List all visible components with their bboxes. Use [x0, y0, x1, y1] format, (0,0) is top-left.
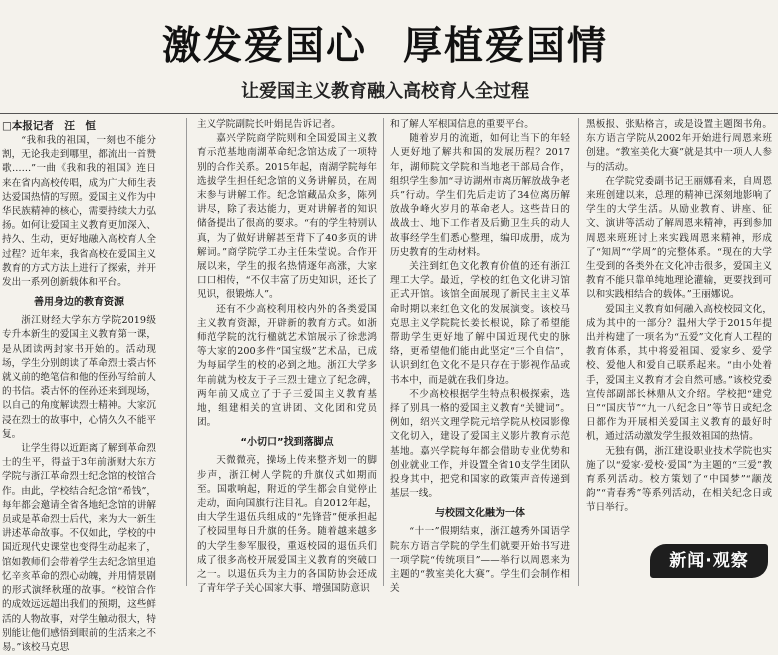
paragraph: “十一”假期结束，浙江越秀外国语学院东方语言学院的学生们就要开始书写进一项学院“传统项目”——举行以周恩来为主题的“教室美化大赛”。学生们会制作相关: [390, 526, 570, 595]
subtitle: 让爱国主义教育融入高校育人全过程: [241, 81, 529, 102]
paragraph: 还有不少高校利用校内外的各类爱国主义教育资源，开辟新的教育方式。如浙师范学院的沈行楹就艺术馆展示了徐悲鸿等大家的200多件“国宝级”艺术品，已成为每届学生的校的必到之地。浙江大学多年前就为校友于子三烈士建立了纪念碑，两年前又成立了于子三爱国主义教育基地，组建相关的宣讲团、文化团和党员团。: [197, 303, 377, 429]
paragraph: 爱国主义教育如何融入高校校园文化，成为其中的一部分？温州大学于2015年提出并构建了一项名为“五爱”文化育人工程的教育体系，其中将爱祖国、爱家乡、爱学校、爱他人和爱自己联系起来。“由小处着手，爱国主义教育才会自然可感。”该校党委宣传部副部长林鼎从文介绍。学校把“建党日”“国庆节”“九一八纪念日”等节日或纪念日都作为开展相关爱国主义教育的最好时机，通过活动激发学生报效祖国的热情。: [586, 303, 772, 443]
section-heading: “小切口”找到落脚点: [240, 437, 334, 449]
paragraph: 黑板报、张贴格言，或是设置主题图书角。东方语言学院从2002年开始进行周恩来班创建。“教室美化大赛”就是其中一项人人参与的活动。: [586, 119, 772, 173]
article-column-1: [2, 118, 156, 653]
paragraph: 无独有偶，浙江建设职业技术学院也实施了以“爱家·爱校·爱国”为主题的“三爱”教育系列活动。校方策划了“中国梦”“颛茂韵”“青春秀”等系列活动，在相关纪念日或节日举行。: [586, 445, 772, 514]
paragraph: 主义学院副院长叶娟昆告诉记者。: [197, 119, 341, 130]
paragraph: 和了解人军根国信息的重要平台。: [390, 119, 534, 130]
paragraph: 随着岁月的流逝，如何让当下的年轻人更好地了解共和国的发展历程？2017年，湖师院文学院和当地老干部局合作，组织学生参加“寻访湖州市离历解放战争老兵”行动。学生们先后走访了34位离历解放战争峰火岁月的革命老人。这些昔日的战战士、地下工作者及后勤卫生兵的动人故事经学生们悉心整理，编印成册，成为历史教育的生动材料。: [390, 133, 570, 258]
paragraph: 关注到红色文化教育价值的还有浙江理工大学。最近，学校的红色文化讲习馆正式开馆。该馆全面展现了新民主主义革命时期以来红色文化的发展演变。该校马克思主义学院院长姜长根说，除了希望能帮助学生更好地了解中国近现代史的脉络，更希望他们能由此坚定“三个自信”，认识到红色文化不是只存在于影视作品或书本中，而是就在我们身边。: [390, 261, 570, 386]
column-divider: [186, 118, 187, 586]
news-observation-badge: 新闻·观察: [650, 544, 768, 578]
column-divider: [383, 118, 384, 586]
header-rule: [0, 113, 778, 114]
paragraph: 在学院党委副书记王丽娜看来，自周恩来班创建以来，总理的精神已深刻地影响了学生的大学生活。从励业教育、讲座、征文、演讲等活动了解周恩来精神，再到参加周恩来班班讨上来实践周恩来精神，形成了“知周”“学周”的完整体系。“现在的大学生受到的各类外在文化冲击很多，爱国主义教育不能只靠单纯地理论灌输，更要找到可以和实践相结合的载体。”王丽娜说。: [586, 175, 772, 301]
paragraph: 天微微亮，操场上传来整齐划一的脚步声，浙江树人学院的升旗仪式如期而至。国歌响起，附近的学生都会自觉停止走动，面向国旗行注目礼。自2012年起，由大学生退伍兵组成的“先锋营”便承担起了校园里每日升旗的任务。随着越来越多的大学生参军服役，重返校园的退伍兵们成了很多高校开展爱国主义教育的突破口之一。以退伍兵为主力的各国防协会还成了青年学子关心国家大事、增强国防意识: [197, 455, 377, 595]
article-column-4: [586, 118, 772, 586]
article-column-2: [197, 118, 377, 595]
headline-part-2: 厚植爱国情: [403, 24, 609, 69]
paragraph: 嘉兴学院商学院则和全国爱国主义教育示范基地南湖革命纪念馆达成了一项特别的合作关系。2015年起，南湖学院每年选拔学生担任纪念馆的义务讲解员，在周末参与讲解工作。纪念馆藏品众多，陈列讲尽，除了表达能力，更对讲解者的知识储备提出了很高的要求。“有的学生特别认真，为了做好讲解甚至背下了40多页的讲解词。”商学院学工办主任朱莹说。合作开展以来，学生的报名热情逐年高涨，大家口口相传，“不仅丰富了历史知识，还长了见识，很锻炼人”。: [197, 133, 377, 301]
paragraph: 浙江财经大学东方学院2019级专升本新生的爱国主义教育第一课，是从团读两封家书开始的。活动现场，学生分别朗读了革命烈士裘古怀就义前的绝笔信和他的侄孙写给前人的书信。裘古怀的侄孙还来到现场，以自己的角度解读烈士精神。大家沉浸在烈士的故事中，心情久久不能平复。: [2, 315, 156, 440]
article-column-3: [390, 118, 570, 595]
headline: [120, 24, 650, 70]
paragraph: 让学生得以近距离了解到革命烈士的生平，得益于3年前浙财大东方学院与浙江革命烈士纪念馆的校馆合作。由此，学校结合纪念馆“希钱”，每年都会邀请全省各地纪念馆的讲解员或是革命烈士后代，来为大一新生讲述革命故事。不仅如此，学校的中国近现代史课堂也变得生动起来了，馆如教师们会带着学生去纪念馆里追忆辛亥革命的烈心动魄，并用情景剧的形式演绎秋瑾的故事。“校馆合作的成效远远超出我们的预期，这些鲜活的人物故事，对学生触动很大，特别能让他们感悟到眼前的生活来之不易。”该校马克思: [2, 443, 156, 653]
section-heading: 善用身边的教育资源: [34, 297, 124, 309]
paragraph: 不少高校根据学生特点积极探索，选择了别具一格的爱国主义教育“关键词”。例如，绍兴文理学院元培学院从校园影像文化切入，建设了爱国主义影片教育示范基地。嘉兴学院每年都会借助专业优势和创业就业工作，并设置全省10支学生团队投身其中，把党和国家的政策声音传递到基层一线。: [390, 388, 570, 500]
paragraph: “我和我的祖国，一刻也不能分割，无论我走到哪里，都流出一首赞歌……”一曲《我和我的祖国》连日来在省内高校传唱，成为广大师生表达爱国热情的写照。爱国主义作为中华民族精神的核心，需要持续大力弘扬。如何让爱国主义教育更加深入、持久、生动，更好地融入高校育人全过程？近年来，我省高校在爱国主义教育的方式方法上进行了探索，并开发出一系列创新载体和平台。: [2, 135, 156, 289]
column-divider: [578, 118, 579, 586]
headline-part-1: 激发爱国心: [161, 24, 367, 69]
byline: □本报记者 汪 恒: [2, 120, 96, 132]
section-heading: 与校园文化融为一体: [435, 508, 525, 520]
